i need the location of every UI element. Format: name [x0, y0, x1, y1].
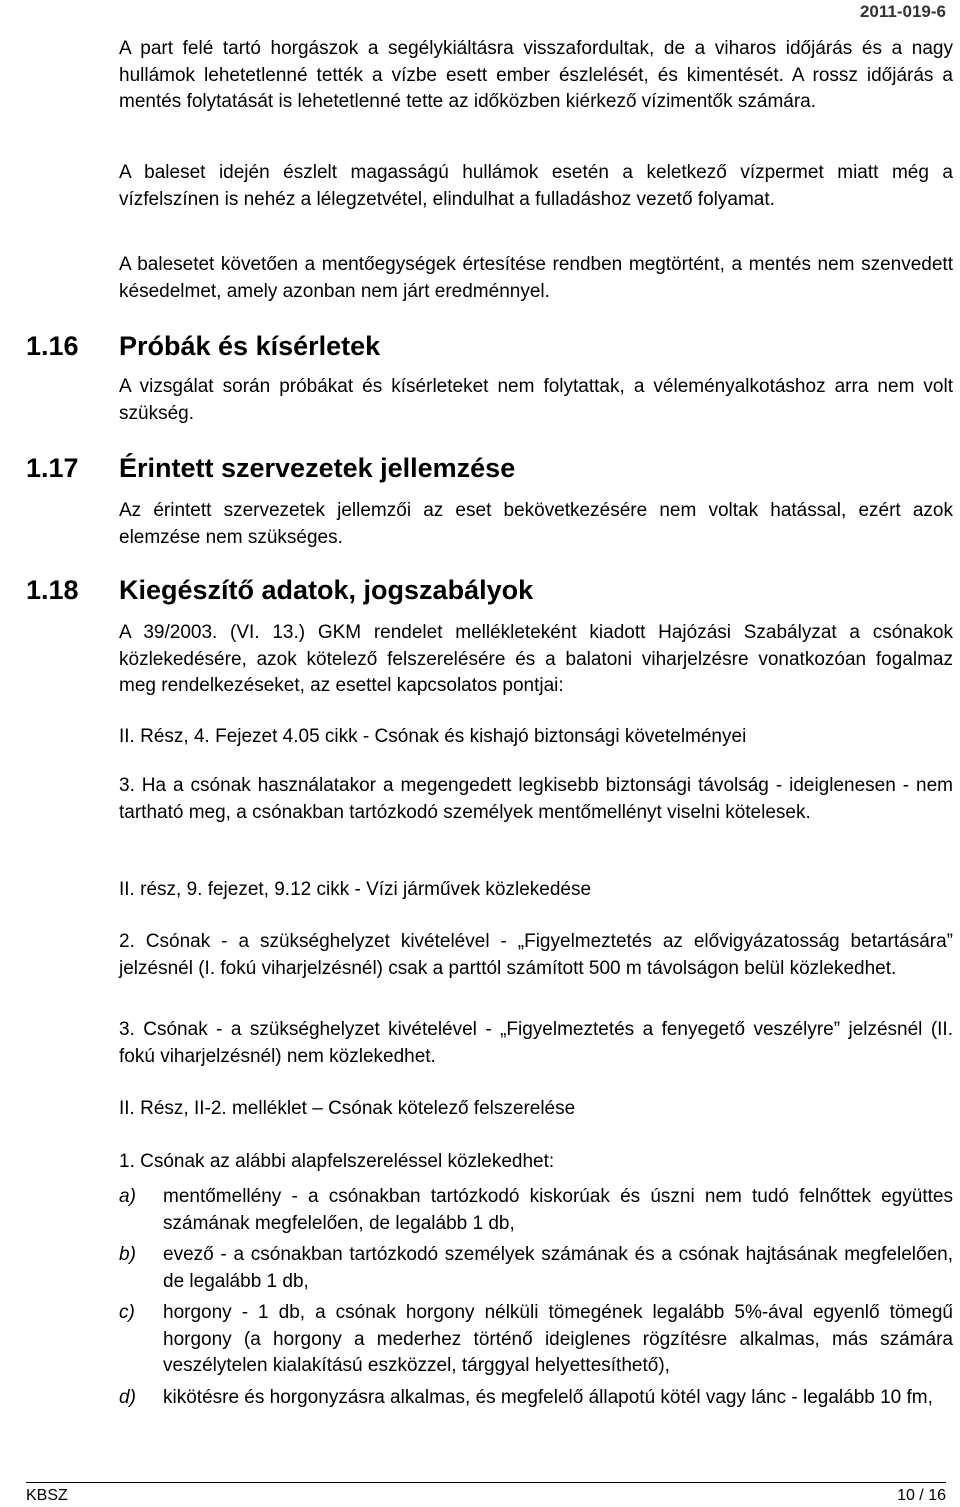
list-item-text: horgony - 1 db, a csónak horgony nélküli tömegének legalább 5%-ával egyenlő tömegű horgony (a horgony a mederhez történő ideiglenes rögzítésre alkalmas, más számára veszélytelen kialakítású eszközzel, tárggyal helyettesíthető),	[163, 1302, 953, 1376]
list-item	[119, 1300, 953, 1380]
regulation-reference: II. Rész, II-2. melléklet – Csónak kötelező felszerelése	[119, 1098, 576, 1119]
list-item-text: kikötésre és horgonyzásra alkalmas, és megfelelő állapotú kötél vagy lánc - legalább 10 fm,	[163, 1386, 933, 1408]
regulation-text-4-05	[119, 773, 953, 826]
regulation-reference: II. rész, 9. fejezet, 9.12 cikk - Vízi járművek közlekedése	[119, 879, 592, 900]
paragraph-text: 3. Ha a csónak használatakor a megengedett legkisebb biztonsági távolság - ideiglenesen - nem tartható meg, a csónakban tartózkodó személyek mentőmellényt viselni kötelesek.	[119, 775, 953, 823]
paragraph-text: Az érintett szervezetek jellemzői az eset bekövetkezésére nem voltak hatással, ezért azok elemzése nem szükséges.	[119, 500, 953, 548]
paragraph-text: 3. Csónak - a szükséghelyzet kivételével - „Figyelmeztetés a fenyegető veszélyre” jelzésnél (II. fokú viharjelzésnél) nem közlekedhet.	[119, 1019, 953, 1067]
list-marker: d)	[119, 1386, 136, 1408]
document-id: 2011-019-6	[859, 2, 946, 21]
section-1-18-intro	[119, 620, 953, 700]
section-title: Érintett szervezetek jellemzése	[119, 453, 516, 483]
paragraph-waves	[119, 160, 953, 213]
paragraph-text: A balesetet követően a mentőegységek értesítése rendben megtörtént, a mentés nem szenvedett késedelmet, amely azonban nem járt eredménnyel.	[119, 254, 953, 302]
section-1-17-body	[119, 498, 953, 551]
paragraph-rescue	[119, 36, 953, 116]
section-number: 1.18	[26, 575, 79, 605]
section-title: Kiegészítő adatok, jogszabályok	[119, 575, 534, 605]
section-heading-1-18	[26, 574, 533, 606]
section-1-16-body	[119, 374, 953, 427]
paragraph-notification	[119, 252, 953, 305]
regulation-text-9-12-2	[119, 929, 953, 982]
regulation-reference: II. Rész, 4. Fejezet 4.05 cikk - Csónak és kishajó biztonsági követelményei	[119, 726, 747, 747]
regulation-ref-ii-2	[119, 1096, 953, 1123]
section-title: Próbák és kísérletek	[119, 331, 381, 361]
section-number: 1.17	[26, 453, 79, 483]
list-marker: a)	[119, 1186, 136, 1207]
paragraph-text: 2. Csónak - a szükséghelyzet kivételével - „Figyelmeztetés az elővigyázatosság betartására” jelzésnél (I. fokú viharjelzésnél) csak a parttól számított 500 m távolságon belül közlekedhet.	[119, 931, 953, 979]
regulation-ii-2-intro	[119, 1149, 953, 1176]
footer-organization: KBSZ	[26, 1487, 68, 1504]
list-item-text: evező - a csónakban tartózkodó személyek számának és a csónak hajtásának megfelelően, de legalább 1 db,	[163, 1244, 953, 1292]
paragraph-text: A part felé tartó horgászok a segélykiáltásra visszafordultak, de a viharos időjárás és a nagy hullámok lehetetlenné tették a vízbe esett ember észlelését, és kimentését. A rossz időjárás a mentés folytatását is lehetetlenné tette az időközben kiérkező vízimentők számára.	[119, 38, 953, 112]
list-item	[119, 1385, 953, 1412]
page-number: 10 / 16	[897, 1487, 946, 1504]
regulation-ref-4-05	[119, 724, 953, 751]
page-footer	[26, 1482, 946, 1504]
section-number: 1.16	[26, 331, 79, 361]
regulation-text-9-12-3	[119, 1017, 953, 1070]
list-item	[119, 1184, 953, 1237]
list-marker: b)	[119, 1244, 136, 1265]
equipment-list	[119, 1184, 953, 1411]
list-item-text: mentőmellény - a csónakban tartózkodó kiskorúak és úszni nem tudó felnőttek együttes számának megfelelően, de legalább 1 db,	[163, 1186, 953, 1234]
paragraph-text: A 39/2003. (VI. 13.) GKM rendelet mellékleteként kiadott Hajózási Szabályzat a csónakok közlekedésére, azok kötelező felszerelésére és a balatoni viharjelzésre vonatkozóan fogalmaz meg rendelkezéseket, az esettel kapcsolatos pontjai:	[119, 622, 953, 696]
paragraph-text: A vizsgálat során próbákat és kísérleteket nem folytattak, a véleményalkotáshoz arra nem volt szükség.	[119, 376, 953, 424]
regulation-ref-9-12	[119, 877, 953, 904]
paragraph-text: 1. Csónak az alábbi alapfelszereléssel közlekedhet:	[119, 1151, 555, 1172]
list-item	[119, 1242, 953, 1295]
section-heading-1-16	[26, 330, 380, 362]
paragraph-text: A baleset idején észlelt magasságú hullámok esetén a keletkező vízpermet miatt még a vízfelszínen is nehéz a lélegzetvétel, elindulhat a fulladáshoz vezető folyamat.	[119, 162, 953, 210]
section-heading-1-17	[26, 452, 515, 484]
list-marker: c)	[119, 1302, 135, 1323]
